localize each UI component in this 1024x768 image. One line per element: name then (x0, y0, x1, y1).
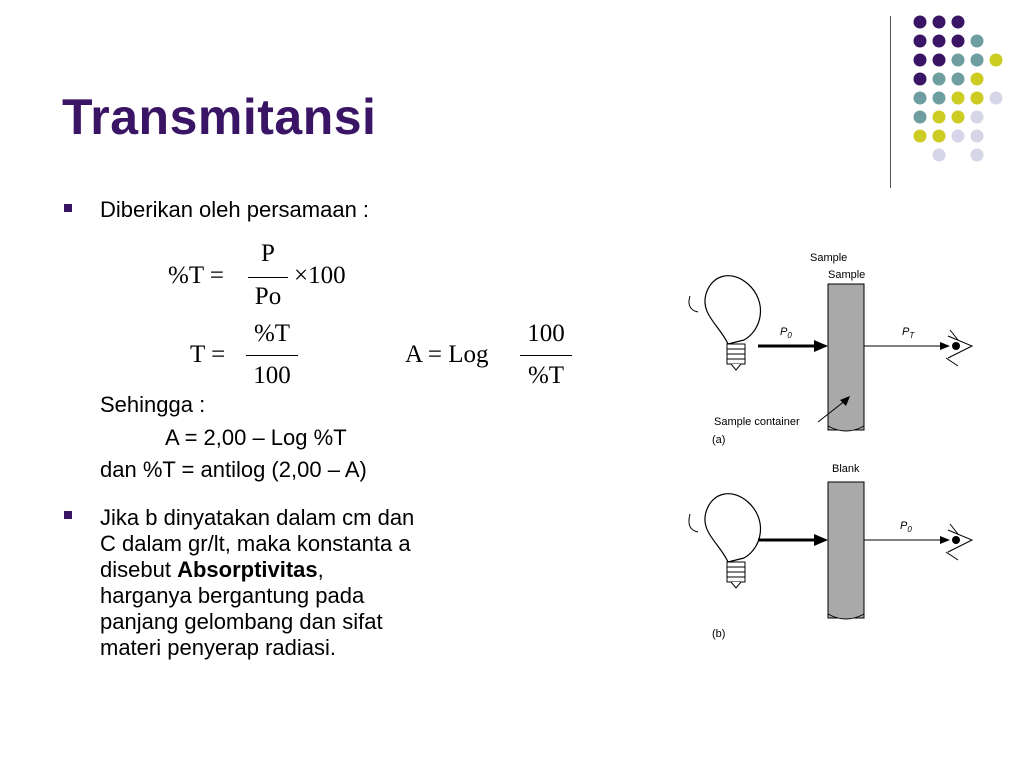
bullet-2-line: harganya bergantung pada (100, 583, 365, 608)
bullet-2-text-pre: disebut (100, 557, 178, 582)
equation-2-lhs: T = (190, 341, 226, 368)
p0-label: $P_0$ (780, 326, 792, 341)
slide-title: Transmitansi (62, 89, 377, 145)
sample-label: Sample (810, 252, 848, 264)
arrow-head (814, 534, 828, 546)
decorative-dot-grid (0, 0, 1024, 200)
dot (933, 130, 946, 143)
formula-absorbance: A = 2,00 – Log %T (165, 425, 347, 450)
dot (914, 92, 927, 105)
bullet-2-line: materi penyerap radiasi. (100, 635, 337, 660)
dot (952, 92, 965, 105)
dot (971, 111, 984, 124)
bullet-marker (64, 511, 72, 519)
dot (971, 92, 984, 105)
dot (914, 130, 927, 143)
dot (914, 16, 927, 29)
bullet-2-line (100, 557, 500, 583)
equation-1-numerator: P (261, 240, 275, 267)
sample-tube (828, 284, 864, 430)
dot (914, 111, 927, 124)
light-bulb-icon (689, 276, 761, 370)
equation-3-numerator: 100 (527, 320, 565, 347)
dot (952, 16, 965, 29)
dot (933, 54, 946, 67)
dot (990, 54, 1003, 67)
blank-tube (828, 482, 864, 618)
blank-label: Blank (832, 463, 860, 475)
dot (933, 149, 946, 162)
eye-icon (946, 330, 972, 366)
sample-container-label: Sample container (714, 416, 800, 428)
dot (971, 35, 984, 48)
sample-label: Sample (828, 269, 866, 281)
term-absorptivitas: Absorptivitas (177, 557, 318, 582)
dot (914, 73, 927, 86)
equation-1-denominator: Po (254, 283, 282, 310)
equation-3-lhs: A = Log (405, 341, 489, 368)
dot (933, 16, 946, 29)
dot (933, 92, 946, 105)
dot (914, 54, 927, 67)
dot (933, 73, 946, 86)
equation-1-rhs: ×100 (294, 262, 346, 289)
light-bulb-icon (689, 494, 761, 588)
dot (971, 130, 984, 143)
fraction-bar (248, 277, 288, 278)
dot (971, 149, 984, 162)
pt-label: $P_T$ (902, 326, 915, 341)
bullet-2-line: panjang gelombang dan sifat (100, 609, 383, 634)
bullet-text: Diberikan oleh persamaan : (100, 197, 370, 222)
dot (952, 111, 965, 124)
arrow-head (940, 536, 950, 544)
arrow-head (814, 340, 828, 352)
fraction-bar (246, 355, 298, 356)
equation-1-lhs: %T = (168, 262, 224, 289)
dot (952, 35, 965, 48)
panel-label-b: (b) (712, 628, 726, 640)
equation-3-denominator: %T (527, 362, 565, 389)
dot (971, 73, 984, 86)
equation-2-numerator: %T (253, 320, 291, 347)
bullet-2-text-post: , (317, 557, 324, 582)
spectrophotometer-diagram (680, 240, 990, 660)
dot (933, 111, 946, 124)
eye-icon (946, 524, 972, 560)
panel-label-a: (a) (712, 434, 726, 446)
equation-2-denominator: 100 (253, 362, 291, 389)
bullet-2-text (100, 505, 500, 661)
dot (971, 54, 984, 67)
fraction-bar (520, 355, 572, 356)
dot (990, 92, 1003, 105)
p0-label: $P_0$ (900, 520, 912, 535)
sehingga-label: Sehingga : (100, 392, 206, 417)
dot (952, 54, 965, 67)
formula-transmittance: dan %T = antilog (2,00 – A) (100, 457, 367, 482)
dot (952, 130, 965, 143)
bullet-marker (64, 204, 72, 212)
dot (933, 35, 946, 48)
bullet-2-line: Jika b dinyatakan dalam cm dan (100, 505, 415, 530)
dot (952, 73, 965, 86)
bullet-2-line: C dalam gr/lt, maka konstanta a (100, 531, 411, 556)
arrow-head (940, 342, 950, 350)
dot (914, 35, 927, 48)
